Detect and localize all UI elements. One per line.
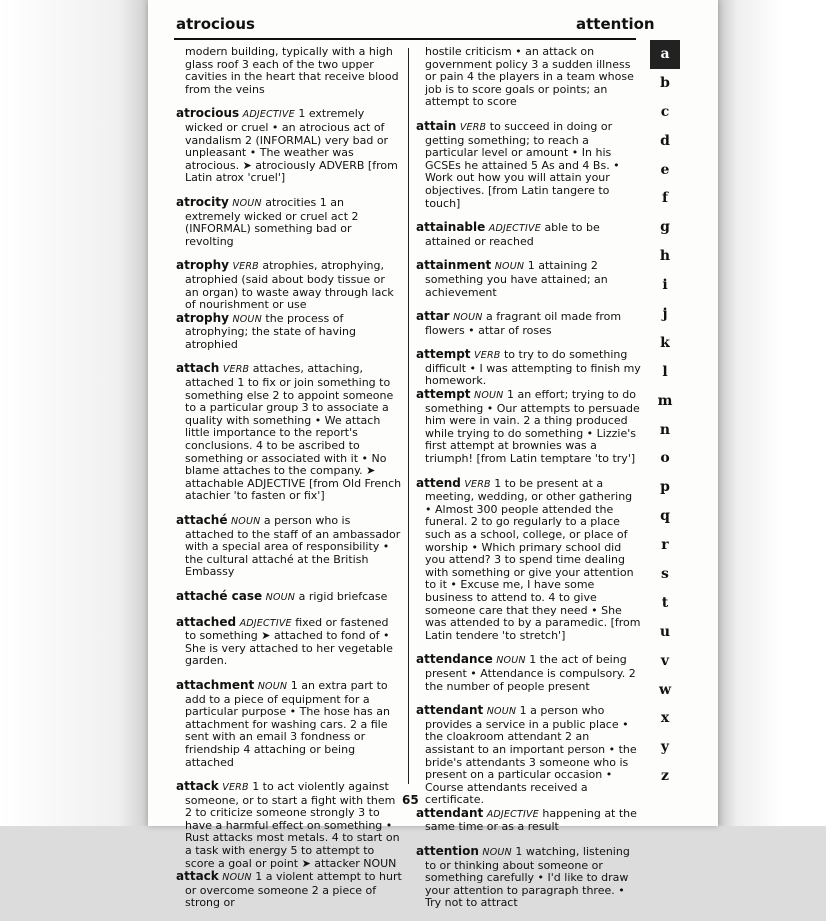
thumb-tab-d[interactable]: d <box>660 132 670 149</box>
thumb-tab-f[interactable]: f <box>661 190 669 207</box>
thumb-tab-v[interactable]: v <box>660 652 670 669</box>
thumb-tab-h[interactable]: h <box>659 248 671 265</box>
entry-headword: attached <box>176 614 237 629</box>
dictionary-entry <box>416 46 642 109</box>
page-number: 65 <box>402 793 419 807</box>
dictionary-entry <box>176 616 402 668</box>
entry-part-of-speech: NOUN <box>232 197 262 209</box>
entry-part-of-speech: NOUN <box>482 847 512 859</box>
entry-definition: 1 the act of being present • Attendance is compulsory. 2 the number of people present <box>425 653 636 693</box>
thumb-tab-n[interactable]: n <box>659 421 671 438</box>
entry-headword: attendant <box>416 805 484 820</box>
entry-headword: attend <box>416 475 461 490</box>
thumb-index <box>650 40 680 791</box>
entry-definition: the process of atrophying; the state of having atrophied <box>185 311 356 351</box>
header-rule <box>174 38 636 40</box>
entry-headword: attachment <box>176 677 255 692</box>
thumb-tab-k[interactable]: k <box>660 334 670 351</box>
entry-definition: atrophies, atrophying, atrophied (said about body tissue or an organ) to waste away through lack of nourishment or use <box>185 259 394 312</box>
dictionary-entry <box>416 704 642 807</box>
thumb-tab-w[interactable]: w <box>658 681 672 698</box>
entry-headword: attack <box>176 779 219 794</box>
entry-part-of-speech: VERB <box>464 478 491 490</box>
dictionary-entry <box>176 780 402 870</box>
entry-part-of-speech: ADJECTIVE <box>242 109 295 121</box>
entry-definition: modern building, typically with a high glass roof 3 each of the two upper cavities in the heart that receive blood from the veins <box>185 45 399 96</box>
entry-headword: attempt <box>416 387 471 402</box>
entry-headword: attaché <box>176 513 228 527</box>
entry-headword: attar <box>416 309 450 324</box>
entry-part-of-speech: NOUN <box>453 312 483 324</box>
dictionary-entry <box>416 653 642 693</box>
dictionary-entry <box>416 348 642 388</box>
dictionary-entry <box>416 221 642 248</box>
entry-headword: atrocious <box>176 106 240 121</box>
entry-definition: 1 to act violently against someone, or to start a fight with them 2 to criticize someone strongly 3 to have a harmful effect on something • Rust attacks most metals. 4 to start on a task with energy 5 to attempt to score a goal or point ➤ attacker NOUN <box>185 780 400 870</box>
entry-part-of-speech: VERB <box>232 261 259 273</box>
thumb-tab-q[interactable]: q <box>660 508 670 525</box>
entry-definition: 1 to be present at a meeting, wedding, or other gathering • Almost 300 people attended the funeral. 2 to go regularly to a place such as a school, college, or place of worship • Which primary school did you attend? 3 to spend time dealing with something or give your attention to it • Excuse me, I have some business to attend to. 4 to give someone care that they need • She was attended to by a paramedic. [from Latin tendere 'to stretch'] <box>425 476 641 642</box>
entry-headword: attendant <box>416 703 484 718</box>
entry-headword: attainable <box>416 220 486 235</box>
entry-definition: 1 a person who provides a service in a public place • the cloakroom attendant 2 an assistant to an important person • the bride's attendants 3 someone who is present on a particular occasion • Course attendants received a certificate. <box>425 704 637 807</box>
thumb-tab-l[interactable]: l <box>662 363 668 380</box>
dictionary-entry <box>176 590 402 605</box>
entry-part-of-speech: ADJECTIVE <box>488 223 541 235</box>
entry-definition: 1 watching, listening to or thinking about someone or something carefully • I'd like to draw your attention to paragraph three. • Try not to attract <box>425 845 630 910</box>
guide-word-left: atrocious <box>176 15 255 33</box>
thumb-tab-o[interactable]: o <box>660 450 670 467</box>
thumb-tab-i[interactable]: i <box>662 277 668 294</box>
thumb-tab-e[interactable]: e <box>660 161 670 178</box>
dictionary-entry <box>416 845 642 910</box>
dictionary-entry <box>416 310 642 337</box>
entry-definition: 1 an effort; trying to do something • Our attempts to persuade him were in vain. 2 a thing produced while trying to do something • Lizzie's first attempt at brownies was a triumph! [from Latin temptare 'to try'] <box>425 388 640 466</box>
entry-part-of-speech: VERB <box>222 364 250 376</box>
left-column <box>176 46 402 921</box>
entry-headword: attaché case <box>176 588 263 603</box>
entry-definition: a rigid briefcase <box>298 589 388 603</box>
entry-part-of-speech: NOUN <box>230 516 261 527</box>
entry-headword: attack <box>176 869 219 884</box>
entry-definition: a person who is attached to the staff of an ambassador with a special area of responsibility • the cultural attaché at the British Embassy <box>185 514 401 579</box>
entry-definition: 1 a violent attempt to hurt or overcome someone 2 a piece of strong or <box>185 870 402 910</box>
dictionary-entry <box>416 388 642 466</box>
thumb-tab-j[interactable]: j <box>662 306 668 323</box>
dictionary-entry <box>176 259 402 311</box>
thumb-tab-x[interactable]: x <box>660 710 670 727</box>
thumb-tab-b[interactable]: b <box>660 74 670 91</box>
dictionary-entry <box>416 807 642 834</box>
thumb-tab-c[interactable]: c <box>660 103 670 120</box>
entry-headword: attach <box>176 361 220 376</box>
entry-definition: 1 an extra part to add to a piece of equipment for a particular purpose • The hose has an attachment for washing cars. 2 a file sent with an email 3 fondness or friendship 4 attaching or being attached <box>185 678 390 769</box>
entry-definition: hostile criticism • an attack on government policy 3 a sudden illness or pain 4 the players in a team whose job is to score goals or points; an attempt to score <box>425 45 634 109</box>
thumb-tab-u[interactable]: u <box>659 623 671 640</box>
entry-headword: atrocity <box>176 194 229 209</box>
entry-part-of-speech: NOUN <box>222 872 252 884</box>
entry-part-of-speech: NOUN <box>474 390 504 402</box>
entry-definition: to succeed in doing or getting something; to reach a particular level or amount • In his GCSEs he attained 5 As and 4 Bs. • Work out how you will attain your objectives. [from Latin tangere to touch] <box>425 119 620 210</box>
entry-headword: attainment <box>416 258 492 273</box>
thumb-tab-p[interactable]: p <box>660 479 670 496</box>
thumb-tab-g[interactable]: g <box>660 219 670 236</box>
thumb-tab-r[interactable]: r <box>661 537 669 554</box>
entry-part-of-speech: VERB <box>222 782 249 794</box>
entry-headword: attention <box>416 844 479 859</box>
entry-definition: atrocities 1 an extremely wicked or cruel act 2 (INFORMAL) something bad or revolting <box>185 195 359 248</box>
entry-definition: 1 extremely wicked or cruel • an atrocious act of vandalism 2 (INFORMAL) very bad or unpleasant • The weather was atrocious. ➤ atrociously ADVERB [from Latin atrox 'cruel'] <box>185 107 398 185</box>
dictionary-entry <box>176 107 402 185</box>
entry-part-of-speech: ADJECTIVE <box>486 808 539 820</box>
entry-part-of-speech: ADJECTIVE <box>239 617 292 629</box>
dictionary-entry <box>176 362 402 503</box>
entry-headword: atrophy <box>176 310 229 325</box>
dictionary-entry <box>176 870 402 910</box>
entry-part-of-speech: NOUN <box>257 680 288 692</box>
entry-definition: happening at the same time or as a result <box>425 806 637 834</box>
entry-headword: attendance <box>416 652 493 667</box>
entry-part-of-speech: VERB <box>474 350 501 362</box>
right-column <box>416 46 642 921</box>
entry-part-of-speech: NOUN <box>265 591 296 603</box>
entry-part-of-speech: NOUN <box>486 706 517 718</box>
thumb-tab-s[interactable]: s <box>661 566 669 583</box>
entry-headword: attain <box>416 118 457 133</box>
entry-part-of-speech: VERB <box>459 121 487 133</box>
entry-definition: fixed or fastened to something ➤ attached to fond of • She is very attached to her vegetable garden. <box>185 615 393 668</box>
entry-definition: to try to do something difficult • I was attempting to finish my homework. <box>425 348 641 388</box>
column-divider <box>408 48 409 784</box>
thumb-tab-y[interactable]: y <box>660 739 670 756</box>
entry-definition: a fragrant oil made from flowers • attar of roses <box>425 310 622 337</box>
entry-definition: 1 attaining 2 something you have attained; an achievement <box>425 259 608 299</box>
thumb-tab-z[interactable]: z <box>661 768 669 785</box>
entry-part-of-speech: NOUN <box>496 655 526 667</box>
guide-word-right: attention <box>576 15 655 33</box>
entry-part-of-speech: NOUN <box>494 261 525 273</box>
dictionary-entry <box>176 46 402 96</box>
thumb-tab-t[interactable]: t <box>661 594 669 611</box>
dictionary-entry <box>416 259 642 299</box>
entry-headword: atrophy <box>176 258 229 273</box>
page-edge <box>718 0 826 826</box>
entry-definition: attaches, attaching, attached 1 to fix or join something to something else 2 to appoint someone to a particular group 3 to associate a quality with something • We attach little importance to the report's conclusions. 4 to be ascribed to something or associated with it • No blame attaches to the company. ➤ attachable ADJECTIVE [from Old French atachier 'to fasten or fix'] <box>185 362 402 503</box>
thumb-tab-m[interactable]: m <box>657 392 673 409</box>
book-gutter <box>0 0 148 826</box>
entry-definition: able to be attained or reached <box>425 221 600 248</box>
dictionary-entry <box>176 312 402 352</box>
entry-part-of-speech: NOUN <box>232 313 262 325</box>
dictionary-entry <box>176 514 402 579</box>
thumb-tab-a[interactable]: a <box>650 40 680 69</box>
dictionary-entry <box>416 120 642 210</box>
dictionary-entry <box>416 477 642 643</box>
dictionary-entry <box>176 679 402 769</box>
dictionary-entry <box>176 196 402 248</box>
entry-headword: attempt <box>416 347 471 362</box>
